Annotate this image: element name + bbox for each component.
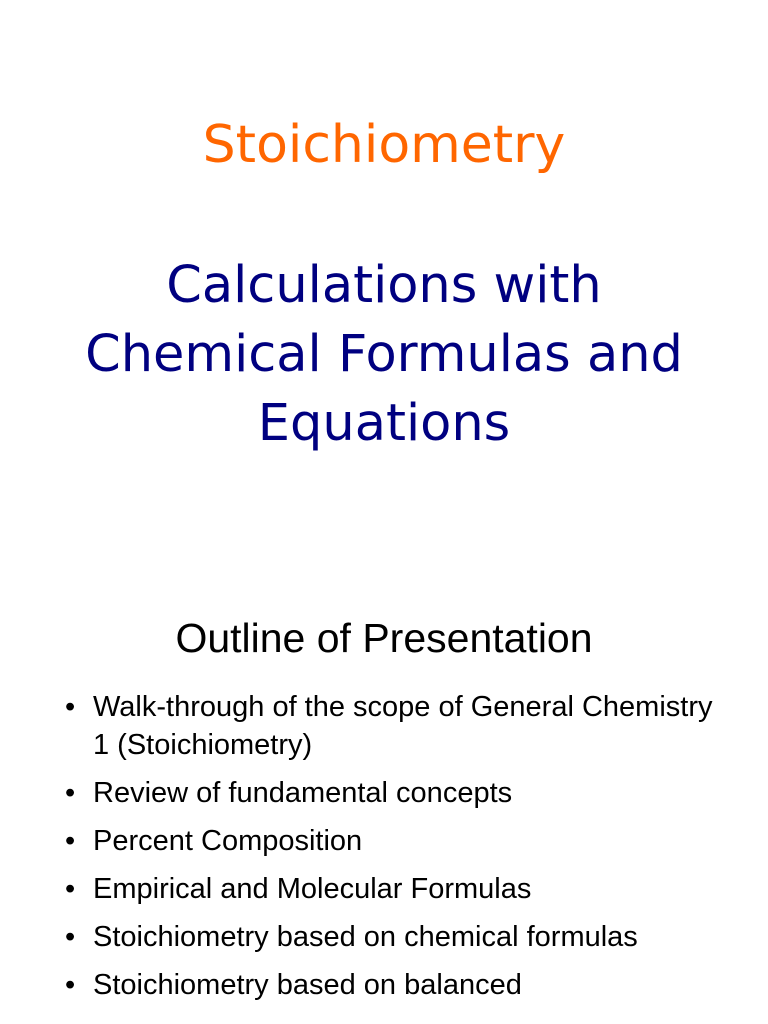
bullet-item-5 — [0, 918, 768, 956]
bullet-text: Review of fundamental concepts — [93, 777, 513, 809]
bullet-item-2 — [0, 774, 768, 812]
bullet-icon: • — [65, 969, 76, 1001]
bullet-item-3 — [0, 822, 768, 860]
bullet-text: Percent Composition — [93, 825, 363, 857]
bullet-icon: • — [65, 825, 76, 857]
outline-bullet-list — [0, 688, 768, 1014]
bullet-item-1 — [0, 688, 768, 764]
bullet-item-6 — [0, 966, 768, 1004]
bullet-text: Stoichiometry based on balanced — [93, 969, 522, 1001]
bullet-text: Empirical and Molecular Formulas — [93, 873, 532, 905]
bullet-icon: • — [65, 777, 76, 809]
outline-slide — [0, 578, 768, 1024]
bullet-icon: • — [65, 873, 76, 905]
outline-title: Outline of Presentation — [175, 615, 593, 661]
subtitle-line-3: Equations — [257, 394, 511, 453]
bullet-text: Stoichiometry based on chemical formulas — [93, 921, 638, 953]
bullet-icon: • — [65, 691, 76, 723]
slide-title: Stoichiometry — [202, 115, 566, 175]
subtitle-line-2: Chemical Formulas and — [85, 325, 683, 384]
bullet-text: Walk-through of the scope of General Chemistry 1 (Stoichiometry) — [93, 691, 713, 761]
subtitle-line-1: Calculations with — [166, 256, 602, 315]
slide-subtitle — [0, 251, 768, 458]
bullet-item-4 — [0, 870, 768, 908]
bullet-icon: • — [65, 921, 76, 953]
